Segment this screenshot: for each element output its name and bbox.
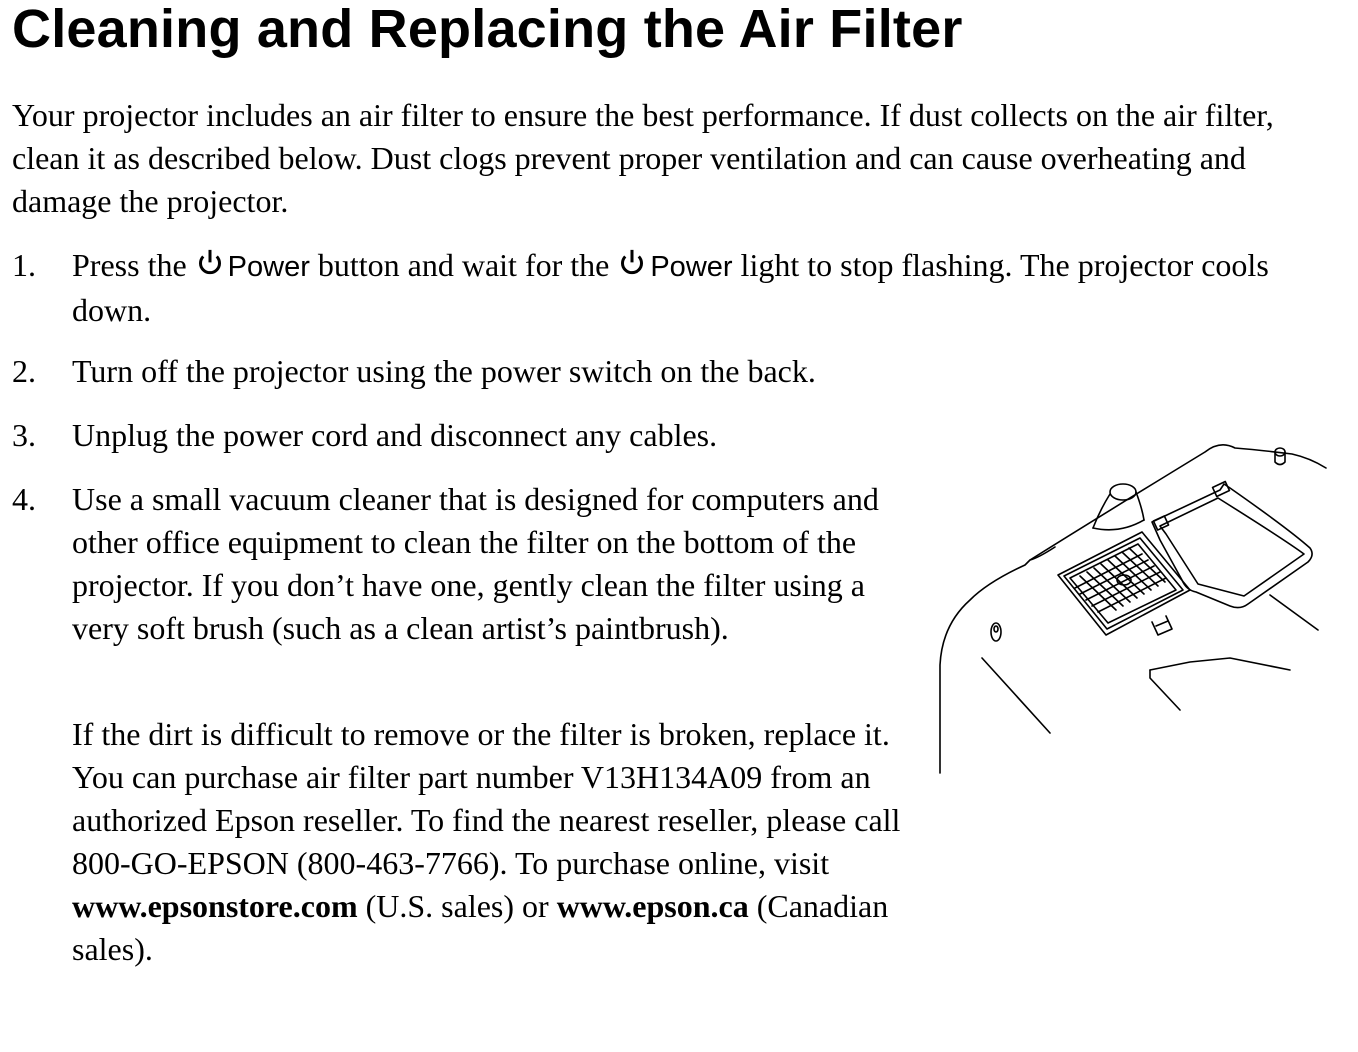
step-number: 1. bbox=[12, 247, 36, 283]
projector-bottom-illustration bbox=[930, 430, 1330, 780]
step-number: 3. bbox=[12, 417, 36, 453]
power-label bbox=[195, 251, 310, 283]
intro-paragraph: Your projector includes an air filter to ensure the best performance. If dust collects on the air filter, clean it as described below. Dust clogs prevent proper ventilation and can cause overheating and damage the projector. bbox=[12, 97, 1274, 219]
step-text: Unplug the power cord and disconnect any cables. bbox=[72, 417, 718, 453]
power-label-text: Power bbox=[227, 251, 310, 283]
power-icon bbox=[617, 248, 647, 278]
step-number: 4. bbox=[12, 481, 36, 517]
power-light-label-text: Power bbox=[650, 251, 733, 283]
note-text: If the dirt is difficult to remove or the filter is broken, replace it. You can purchase air filter part number V13H134A09 from an authorized Epson reseller. To find the nearest reseller, please call 800-GO-EPSON (800-463-7766). To purchase online, visit bbox=[72, 716, 901, 881]
page-title: Cleaning and Replacing the Air Filter bbox=[12, 0, 963, 59]
replacement-note bbox=[72, 713, 902, 971]
step-text: Turn off the projector using the power switch on the back. bbox=[72, 353, 816, 389]
step-text: Use a small vacuum cleaner that is designed for computers and other office equipment to clean the filter on the bottom of the projector. If you don’t have one, gently clean the filter using a very soft brush (such as a clean artist’s paintbrush). bbox=[72, 481, 879, 646]
step-text bbox=[72, 244, 1347, 332]
epson-ca-link[interactable]: www.epson.ca bbox=[556, 888, 749, 924]
power-icon bbox=[195, 248, 225, 278]
step-text-part: light to stop flashing. The projector cools down. bbox=[72, 247, 1269, 328]
epsonstore-link[interactable]: www.epsonstore.com bbox=[72, 888, 358, 924]
note-text: (Canadian sales). bbox=[72, 888, 889, 967]
step-text-part: button and wait for the bbox=[309, 247, 618, 283]
power-light-label bbox=[617, 251, 732, 283]
step-text-part: Press the bbox=[72, 247, 195, 283]
step-number: 2. bbox=[12, 353, 36, 389]
note-text: (U.S. sales) or bbox=[357, 888, 557, 924]
